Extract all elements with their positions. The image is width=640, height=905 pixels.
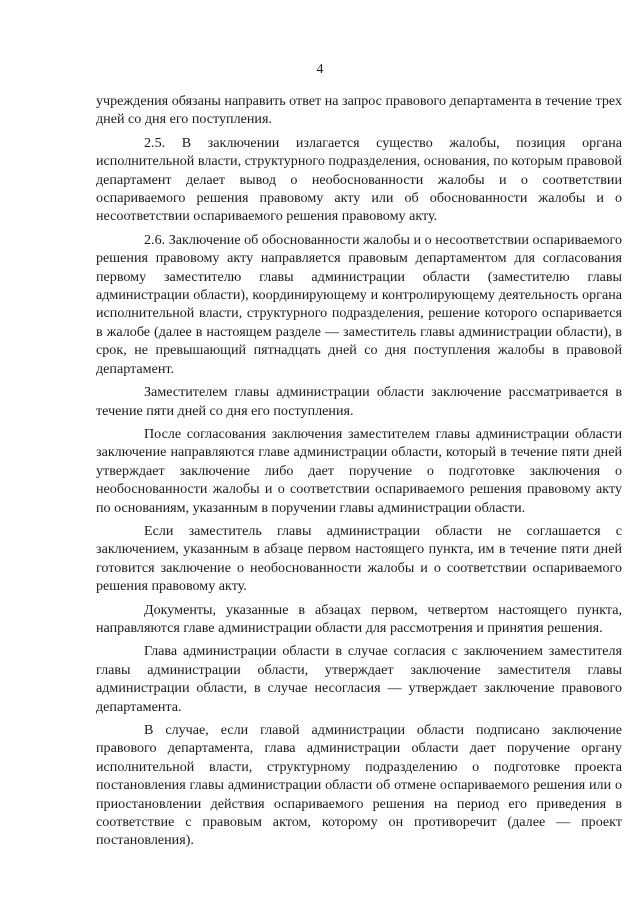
paragraph: 2.5. В заключении излагается существо жалобы, позиция органа исполнительной власти, структурного подразделения, основания, по которым правовой департамент делает вывод о необоснованности жалобы и о соответствии оспариваемого решения правовому акту или об обоснованности жалобы и о несоответствии оспариваемого решения правовому акту. (96, 134, 622, 225)
paragraph: После согласования заключения заместителем главы администрации области заключение направляются главе администрации области, который в течение пяти дней утверждает заключение либо дает поручение о подготовке заключения о необоснованности жалобы и о соответствии оспариваемого решения правовому акту по основаниям, указанным в поручении главы администрации области. (96, 425, 622, 516)
paragraph: учреждения обязаны направить ответ на запрос правового департамента в течение трех дней со дня его поступления. (96, 93, 622, 128)
paragraph: Глава администрации области в случае согласия с заключением заместителя главы администрации области, утверждает заключение заместителя главы администрации области, в случае несогласия — утверждает заключение правового департамента. (96, 643, 622, 715)
paragraph: Документы, указанные в абзацах первом, четвертом настоящего пункта, направляются главе администрации области для рассмотрения и принятия решения. (96, 601, 622, 636)
paragraph: 2.6. Заключение об обоснованности жалобы и о несоответствии оспариваемого решения правовому акту направляется правовым департаментом для согласования первому заместителю главы администрации области (заместителю главы администрации области), координирующему и контролирующему деятельность органа исполнительной власти, структурного подразделения, решение которого оспаривается в жалобе (далее в настоящем разделе — заместитель главы администрации области), в срок, не превышающий пятнадцать дней со дня поступления жалобы в правовой департамент. (96, 231, 622, 377)
paragraph: В случае, если главой администрации области подписано заключение правового департамента, глава администрации области дает поручение органу исполнительной власти, структурному подразделению о подготовке проекта постановления главы администрации области об отмене оспариваемого решения или о приостановлении действия оспариваемого решения на период его приведения в соответствие с правовым актом, которому он противоречит (далее — проект постановления). (96, 722, 622, 849)
paragraph: Если заместитель главы администрации области не соглашается с заключением, указанным в абзаце первом настоящего пункта, им в течение пяти дней готовится заключение о необоснованности жалобы и о соответствии оспариваемого решения правовому акту. (96, 522, 622, 595)
page-number: 4 (316, 62, 324, 77)
paragraph: Заместителем главы администрации области заключение рассматривается в течение пяти дней со дня его поступления. (96, 384, 622, 419)
document-body (96, 92, 622, 855)
